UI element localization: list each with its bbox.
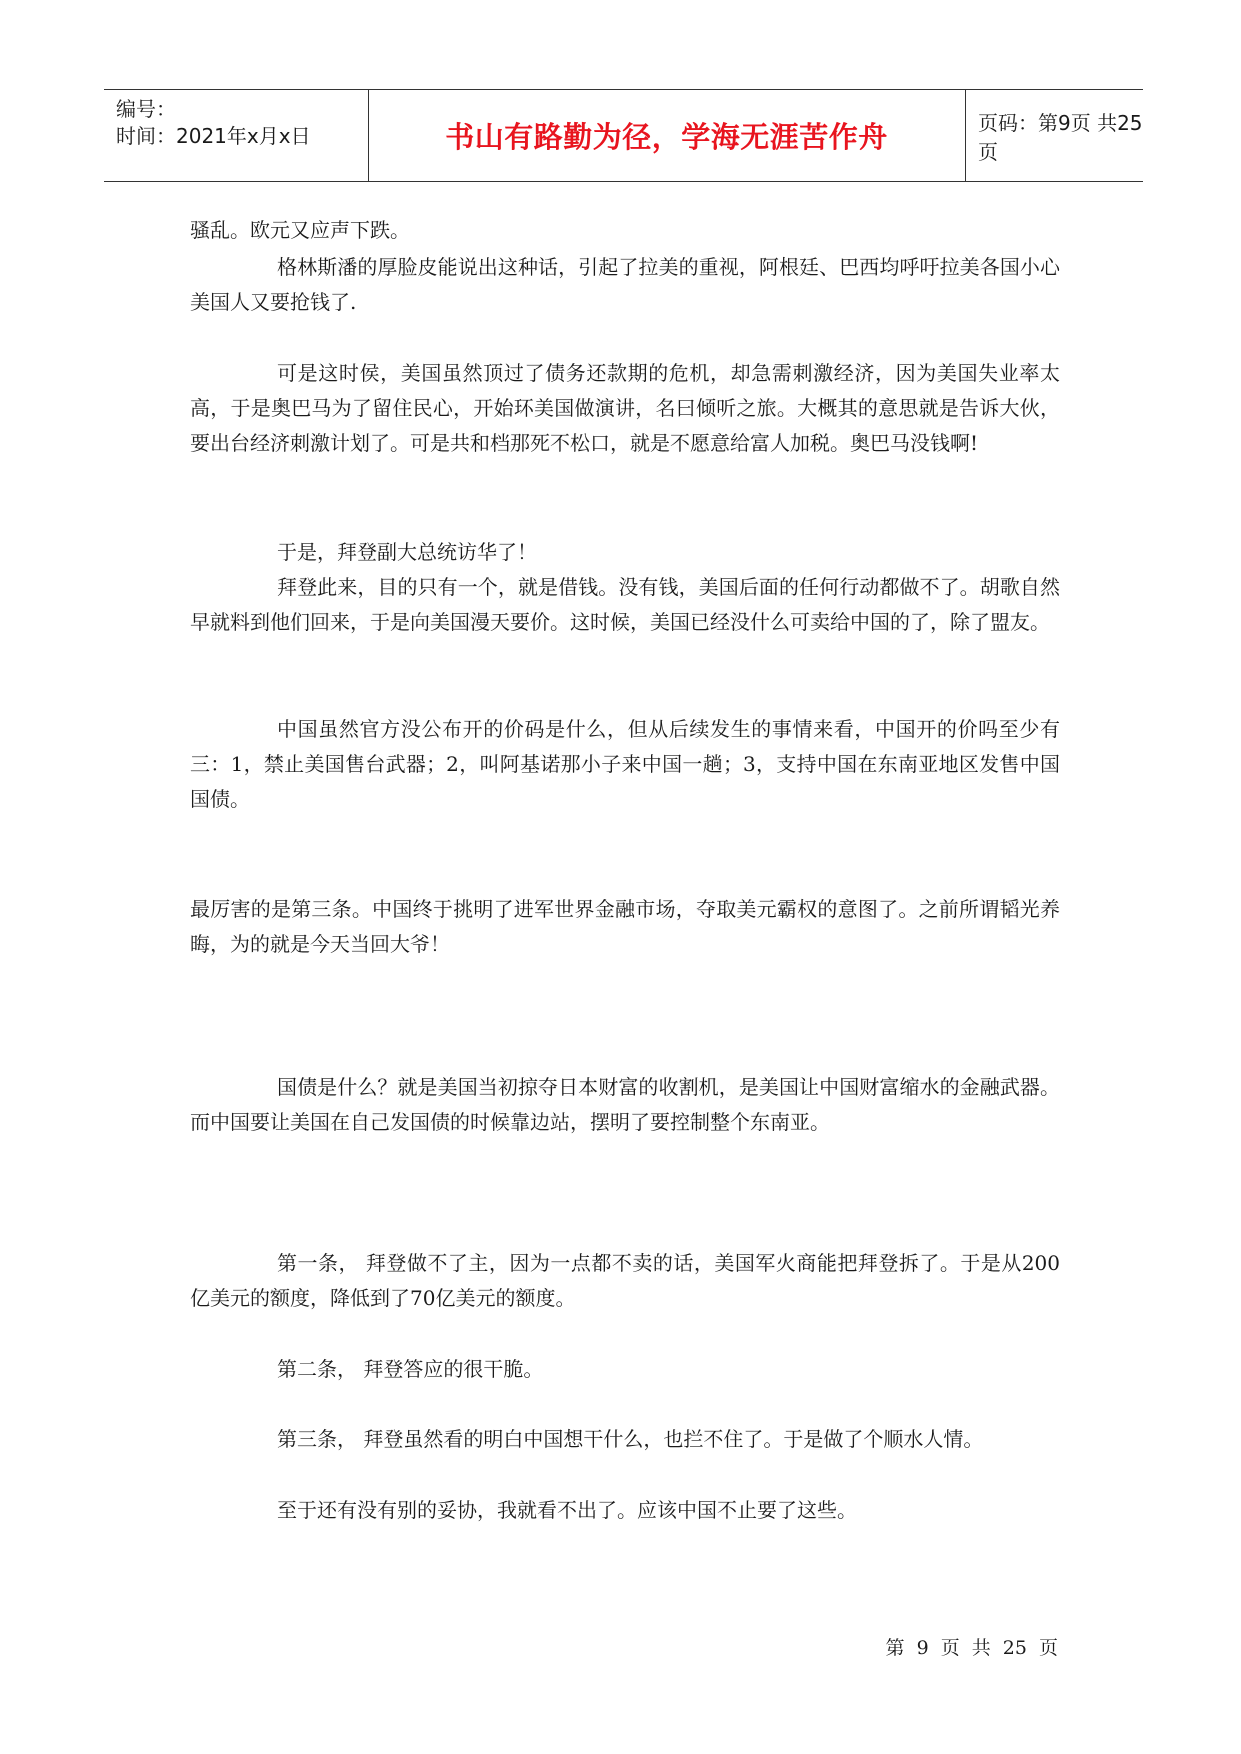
paragraph-7: 最厉害的是第三条。中国终于挑明了进军世界金融市场，夺取美元霸权的意图了。之前所谓韬光养晦，为的就是今天当回大爷！: [190, 897, 1060, 956]
page-header: [104, 89, 1143, 182]
header-time-label: 时间：2021年x月x日: [116, 124, 311, 148]
header-divider-right: [965, 90, 966, 181]
paragraph-6: 中国虽然官方没公布开的价码是什么，但从后续发生的事情来看，中国开的价吗至少有三：1，禁止美国售台武器；2，叫阿基诺那小子来中国一趟；3，支持中国在东南亚地区发售中国国债。: [190, 717, 1060, 811]
header-meta: [116, 96, 311, 150]
page-footer: 第 9 页 共 25 页: [885, 1637, 1058, 1659]
header-number-label: 编号：: [116, 97, 176, 121]
paragraph-2: 格林斯潘的厚脸皮能说出这种话，引起了拉美的重视，阿根廷、巴西均呼吁拉美各国小心美国人又要抢钱了.: [190, 255, 1060, 314]
paragraph-10: 第二条， 拜登答应的很干脆。: [277, 1357, 544, 1381]
paragraph-8: 国债是什么？就是美国当初掠夺日本财富的收割机，是美国让中国财富缩水的金融武器。而中国要让美国在自己发国债的时候靠边站，摆明了要控制整个东南亚。: [190, 1075, 1060, 1134]
paragraph-1: 骚乱。欧元又应声下跌。: [190, 218, 410, 242]
paragraph-12: 至于还有没有别的妥协，我就看不出了。应该中国不止要了这些。: [277, 1498, 857, 1522]
paragraph-5: 拜登此来，目的只有一个，就是借钱。没有钱，美国后面的任何行动都做不了。胡歌自然早就料到他们回来，于是向美国漫天要价。这时候，美国已经没什么可卖给中国的了，除了盟友。: [190, 575, 1060, 634]
paragraph-3: 可是这时侯，美国虽然顶过了债务还款期的危机，却急需刺激经济，因为美国失业率太高，于是奥巴马为了留住民心，开始环美国做演讲，名曰倾听之旅。大概其的意思就是告诉大伙，要出台经济刺激计划了。可是共和档那死不松口，就是不愿意给富人加税。奥巴马没钱啊!: [190, 361, 1060, 455]
header-motto: 书山有路勤为径，学海无涯苦作舟: [445, 120, 888, 154]
header-page-code: 页码：第9页 共25页: [978, 110, 1143, 164]
paragraph-4: 于是，拜登副大总统访华了！: [277, 540, 537, 564]
paragraph-11: 第三条， 拜登虽然看的明白中国想干什么，也拦不住了。于是做了个顺水人情。: [277, 1427, 984, 1451]
paragraph-9: 第一条， 拜登做不了主，因为一点都不卖的话，美国军火商能把拜登拆了。于是从200亿美元的额度，降低到了70亿美元的额度。: [190, 1251, 1060, 1310]
